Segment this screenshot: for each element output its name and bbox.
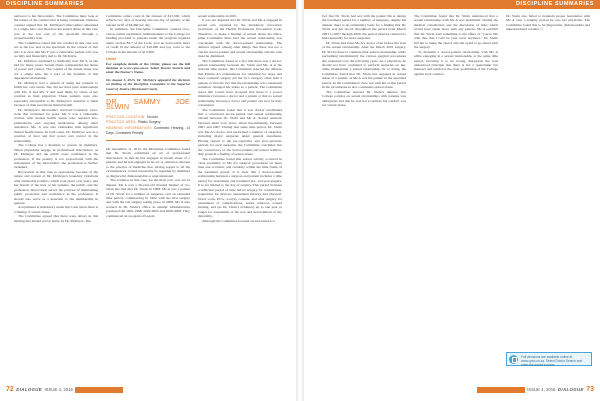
publication-name-left: DIALOGUE xyxy=(16,387,43,392)
info-box xyxy=(506,352,592,366)
case-meta xyxy=(106,115,190,141)
meta-hearing: HEARING INFORMATION: Contested Hearing, 14 Days, Contested Penalty xyxy=(106,125,190,135)
paragraph: Dr. Slwin also failed to maintain proper boundaries with Ms A over a lengthy period he was her physician. The Committee found this to be disgraceful, dishonourable and unprofessional conduct. □ xyxy=(506,14,590,32)
paragraph: The Committee found as a fact that there was a doctor-patient relationship between Dr. Slwin and Ms. A at the relevant time period. The Committee rejected the defence that Patient A's explanations for returning for more and more cosmetic surgery put her in a category other than a patient, or that the fact that the relationship was consensual somehow changed her status as a patient. The Committee noted that Courts have accepted that there is a power imbalance between a doctor and a patient or that no sexual relationship between a doctor and patient can ever be truly consensual. xyxy=(198,58,282,108)
paragraph: It was not disputed that Dr. Slwin and Ms A engaged in sexual acts captured by the mandatory revocation provisions of the Health Professions Procedural Code. Therefore, to make a finding of sexual abuse the Discipline Committee must find the sexual relationship was concurrent with the doctor-patient relationship. The defence argued, among other things, that there was not a current doctor-patient and sexual relationship and the case must be dismissed. xyxy=(198,18,282,59)
page-gutter xyxy=(296,0,304,401)
column-2 xyxy=(106,14,190,382)
paragraph: The evidence in this case, for the most part, was not in dispute. Ms A was a 29-year-old married mother of two when she first met Dr. Slwin in 1988. Ms A was a patient of Dr. Slwin for a number of surgeries over an extended time period, commencing in 1992 with the first surgery and with the last surgery taking place in 2008. Ms A also worked in Dr. Slwin's office in smaller administrative position from 1992-1998, 2002-2005 and 2006-2008. They commenced an on-again off-again xyxy=(106,178,190,218)
paragraph: Committee orders costs in the amount of $13,360, which reflects two days of hearing and one day of penalty, at the current tariff of $4,460 per day. xyxy=(106,14,190,27)
paragraph: The Committee found that it was clearly established that a concurrent doctor-patient and sexual relationship existed between Dr. Slwin and Ms A. Sexual relations between them took place, albeit intermittently, between 2001 and 2007. During that same time period, Dr. Slwin was Ms A's doctor and performed a number of surgeries, including major surgeries under general anesthesia. Having regard to the pre-operative and post-operative periods for each surgeries, the Committee concludes that the concurrency of the doctor-patient and sexual relationship grounds a finding of sexual abuse. xyxy=(198,107,282,157)
section-header-left: DISCIPLINE SUMMARIES xyxy=(0,0,296,9)
issue-left: ISSUE 4, 2016 xyxy=(44,387,73,392)
footer-bar-right xyxy=(477,387,525,393)
paragraph: The Committee found that Dr. Slwin understood that a sexual relationship with Ms A was prohibited. During the medical consultation and the discussion of risks which would have taken place with any patient, Ms A testified that Dr. Slwin said something to the effect of "you're OK with this, that I can't be your lover anymore." Dr. Slwin left her to make the choice and she opted to go ahead with the surgery. xyxy=(414,14,498,50)
paragraph: To maintain a doctor-patient relationship with Ms A while engaging in a sexual relationship, at the same time period, knowing it to be wrong, disregards the well understood principle that there is not a 'quarantine' but intersect and reinforce the clear prohibition of the College against such conduct. xyxy=(414,49,498,76)
paragraph: Dr. Slwin had been Ms A's doctor even before the start of the sexual relationship. After the March 2001 surgery, Dr. Slwin chose to continue their sexual relationship, while performing intermittently the various surgical procedures she requested over the following years. As a physician, he should not have continued to perform surgeries on her, while maintaining a sexual relationship. In so doing, the Committee found that Dr. Slwin has engaged in sexual abuse of a patient, as Ms A was his patient in the specified period. In the Committee's view, ten with her at that period in the circumstances also constitutes sexual abuse. xyxy=(322,40,406,90)
paragraph: The Committee found that sexual activity occurred in close proximity to Ms A's surgical procedures on more than one occasion, and certainly within the time frame of the treatment period. It is clear that a doctor-patient relationship between a surgeon and patient includes a time period for assessment and treatment pre- and post-surgery. It is not limited to the day of surgery. This period includes a sufficient period of time before surgery for consultation, requisition for devices, assessment (history and physical, blood work, ECG, x-rays), consent, and after surgery for assessment of complications, suture removal, wound healing, and (as Dr. Slwin's evidence) up to one year or longer for assessment of the scar and development of any deformity. xyxy=(198,156,282,219)
issue-right: ISSUE 4, 2016 xyxy=(527,387,556,392)
meta-location: PRACTICE LOCATION: Toronto xyxy=(106,115,158,120)
column-3 xyxy=(198,14,282,382)
meta-area: PRACTICE AREA: Plastic Surgery xyxy=(106,120,161,125)
paragraph: fact that Dr. Slwin had sex with his patient Ms A during the treatment period for a number of surgeries, despite his denials, there is an evidentiary basis for a finding that Dr. Slwin was her doctor throughout the period from March 2001 to 2007 through 2009, the period when he returned to him repeatedly for more surgeries. xyxy=(322,14,406,41)
footer-right xyxy=(477,384,594,396)
case-title: DR. SAMMY JOE SLWIN xyxy=(106,94,190,109)
footer-left xyxy=(6,384,123,396)
info-icon xyxy=(509,355,518,364)
paragraph: On September 11, 2015, the Discipline Committee found that Dr. Slwin committed an act of professional misconduct, in that he has engaged in sexual abuse of a patient, and he has engaged in an act or omission relevant to the practice of medicine that, having regard to all the circumstances, would reasonably be regarded by members as disgraceful, dishonourable or unprofessional. xyxy=(106,146,190,178)
column-4 xyxy=(322,14,406,382)
paragraph: The Committee agreed that there were delays in this hearing that should not be borne by Dr. McIntyre. The xyxy=(14,214,98,223)
section-header-right: DISCIPLINE SUMMARIES xyxy=(304,0,600,9)
appeal-note: On August 5, 2015, Dr. McIntyre appealed the decision on finding of the Discipline Committee to the Superior Court of Justice (Divisional Court). xyxy=(106,77,190,91)
footer-bar-left xyxy=(75,387,123,393)
column-1 xyxy=(14,14,98,382)
paragraph: The Committee rejected Dr. Slwin's defence that College policies on sexual relationships with patients was ambiguous and that he was led to believe his conduct was not sexual abuse. xyxy=(322,89,406,108)
column-5 xyxy=(414,14,498,382)
paragraph: In summary, the Discipline Committee ordered revocation, public reprimand, reimbursement to the College for funding provided to patients under the program required under section 85.7 of the Code, post an irrevocable letter of credit in the amount of $16,060 and pay costs to the College in the amount of $13,360. xyxy=(106,27,190,54)
paragraph: The Committee found that the conduct in this case was not at the low end of the spectrum. In the context of that lens it is clear that Ms Y was a vulnerable patient who was socially and financially tied to Dr. McIntyre. xyxy=(14,40,98,59)
publication-name-right: DIALOGUE xyxy=(557,387,584,392)
paragraph: Dr. McIntyre had a pattern of using her patients to fulfill her own needs. She did not have pure relationships with Ms. X and Ms. Y and used them, by virtue of her position as their physician. These patients were also especially susceptible to Dr. McIntyre's attention to them because of their precarious mental health. xyxy=(14,80,98,108)
paragraph: The College has a mandate to govern its members. When physicians engage in professional misconduct, as Dr. McIntyre did, the public loses confidence in the profession. If the penalty is not proportional with the seriousness of the misconduct, the profession is further tarnished. xyxy=(14,143,98,170)
paragraph: pertional to her misconduct. The Committee must look at the nature of the conduct that is being considered. Defence counsel argued that Dr. McIntyre's misconduct amounted to a single lens, and therefore the sexual abuse in this case was at the low end of the spectrum through a proportionality lens. xyxy=(14,14,98,41)
paragraph: Dr. McIntyre continued to medically treat Ms Y, as she had for many years. Sexual abuse compounded the abuse of power and control. The context of the sexual abuse was not a single lens, but a part of the dynamic of this dependent relationship. xyxy=(14,58,98,81)
paragraph: Revocation in this case is appropriate because of the nature and context of Dr. McIntyre's boundary violations with vulnerable patients, which took place over years, and her breach of the trust of her patients, the public, and the profession. Revocation serves the purpose of maintaining public protection and confidence in the profession. It should also serve as a deterrent to the membership in general. xyxy=(14,169,98,206)
paragraph: A reprimand is mandatory under the Code when there is a finding of sexual abuse. xyxy=(14,205,98,214)
order-heading: Order xyxy=(106,57,117,62)
info-box-text: Full decisions are available online at www.cpso.on.ca. Select Doctor Search and enter the doctor's name. xyxy=(521,355,583,368)
page-number-right: 73 xyxy=(586,386,594,393)
order-paragraph: For complete details of the Order, please see the full decision at www.cpso.on.ca. Select Doctor Search and enter the Doctor's Name. xyxy=(106,61,190,75)
paragraph: Although the Committee focused on and found as a xyxy=(202,218,276,223)
paragraph: Dr. McIntyre's misconduct involved boundary violations that continued for years. Ms Y was a vulnerable woman with mental health issues who required hospitalizations, and ongoing medication, among other assistance. Ms. X was also vulnerable with significant mental health issues. In both cases, Dr. McIntyre was in a position of trust and had power and control in the relationship. xyxy=(14,107,98,143)
paragraph: sexual relationship in 2001. xyxy=(198,14,238,18)
page-number-left: 72 xyxy=(6,386,14,393)
column-6 xyxy=(506,14,590,348)
